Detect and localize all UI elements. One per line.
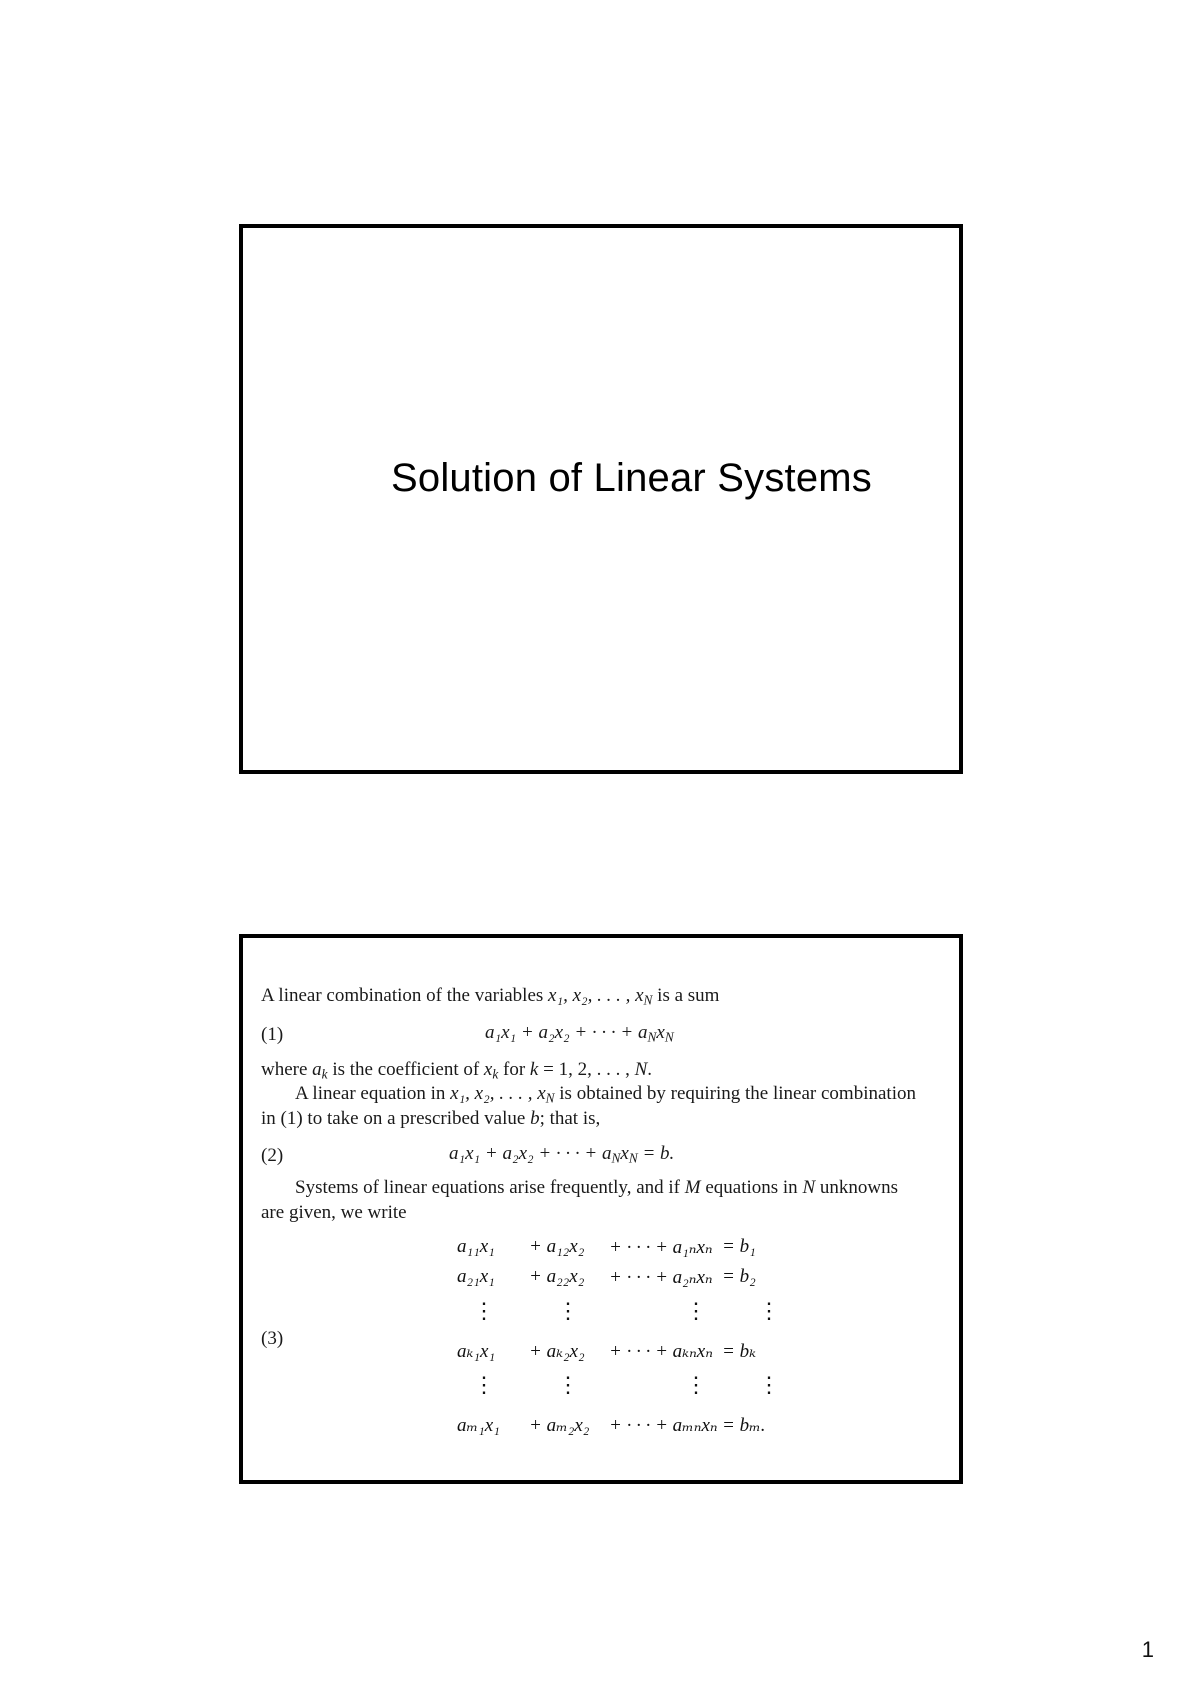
paragraph-3-line-2: are given, we write: [261, 1202, 407, 1223]
title-slide: [239, 224, 963, 774]
vertical-dots: ⋮: [758, 1372, 780, 1397]
vertical-dots: ⋮: [473, 1298, 495, 1323]
equation-label-2: (2): [261, 1145, 284, 1166]
slide-title: Solution of Linear Systems: [391, 456, 873, 500]
paragraph-2-line-1: A linear equation in x₁, x₂, . . . , $x_N$ is obtained by requiring the linear combination: [295, 1083, 916, 1106]
vertical-dots: ⋮: [685, 1372, 707, 1397]
vertical-dots: ⋮: [758, 1298, 780, 1323]
content-slide: A linear combination of the variables x₁, x₂, . . . , $x_N$ is a sum (1) a₁x₁ + a₂x₂ + · · · + $a_Nx_N$ where $a_k$ is the coefficient of $x_k$ for k = 1, 2, . . . , N. A linear equation in x₁, x₂, . . . , $x_N$ is obtained by requiring the linear combination in (1) to take on a prescribed value b; that is, (2) a₁x₁ + a₂x₂ + · · · + $a_Nx_N = b$. Systems of linear equations arise frequently, and if M equations in N unknowns are given, we write a₁₁x₁ + a₁₂x₂ + · · · + a₁ₙxₙ = b₁ a₂₁x₁ + a₂₂x₂ + · · · + a₂ₙxₙ = b₂ ⋮ ⋮ ⋮ ⋮ (3) aₖ₁x₁ + aₖ₂x₂ + · · · + aₖₙxₙ = bₖ ⋮ ⋮ ⋮ ⋮ aₘ₁x₁ + aₘ₂x₂ + · · · + aₘₙxₙ = bₘ.: [239, 934, 963, 1484]
equation-label-3: (3): [261, 1328, 284, 1349]
where-line: where $a_k$ is the coefficient of $x_k$ for k = 1, 2, . . . , N.: [261, 1059, 653, 1082]
paragraph-3-line-1: Systems of linear equations arise frequently, and if M equations in N unknowns: [295, 1177, 898, 1198]
page-number: 1: [1141, 1637, 1154, 1662]
vertical-dots: ⋮: [557, 1372, 579, 1397]
equation-2: a₁x₁ + a₂x₂ + · · · + $a_Nx_N = b$.: [449, 1143, 675, 1166]
paragraph-2-line-2: in (1) to take on a prescribed value b; that is,: [261, 1108, 601, 1129]
equation-1: a₁x₁ + a₂x₂ + · · · + $a_Nx_N$: [485, 1022, 674, 1045]
vertical-dots: ⋮: [685, 1298, 707, 1323]
vertical-dots: ⋮: [473, 1372, 495, 1397]
intro-line: A linear combination of the variables x₁, x₂, . . . , $x_N$ is a sum: [261, 985, 720, 1008]
equation-label-1: (1): [261, 1024, 284, 1045]
vertical-dots: ⋮: [557, 1298, 579, 1323]
